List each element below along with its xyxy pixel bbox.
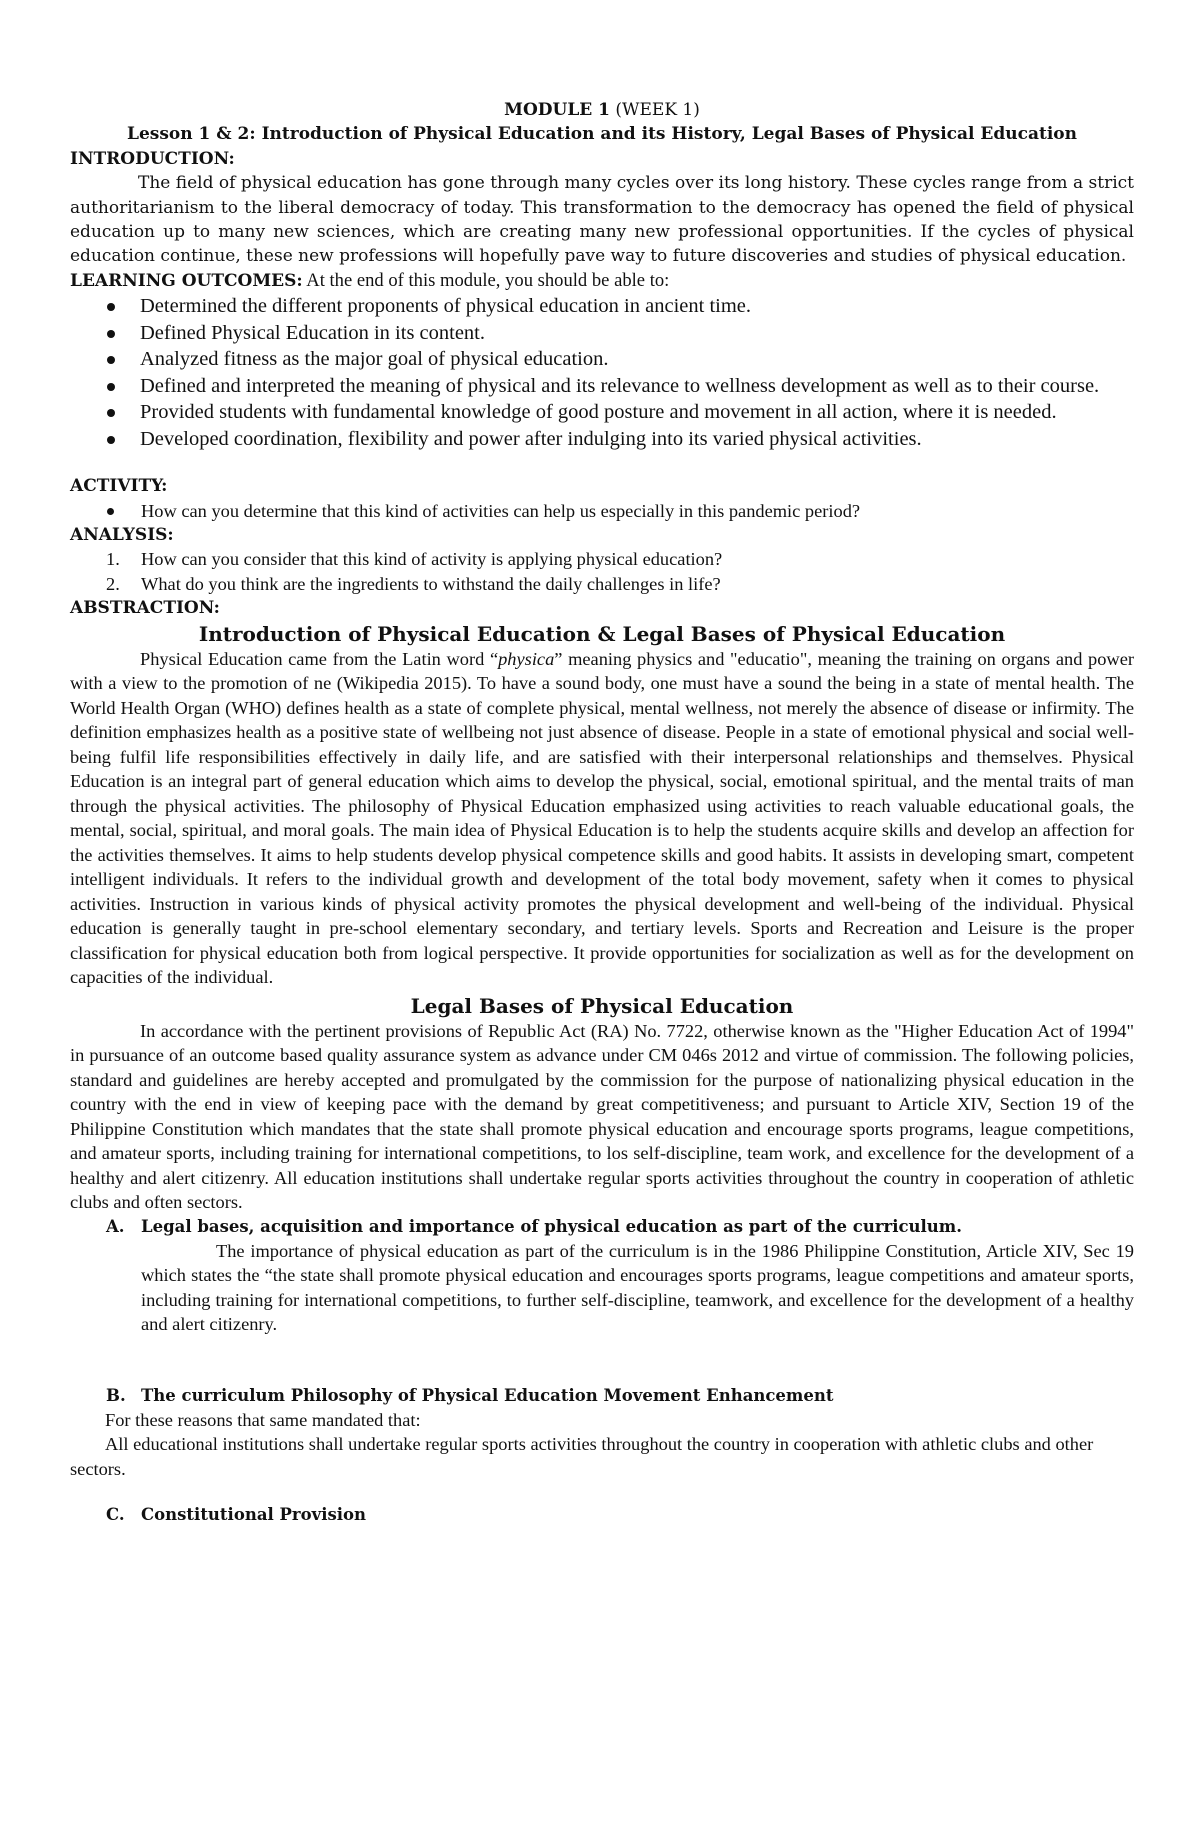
learning-outcomes-line [70, 269, 1134, 293]
list-item [70, 572, 1134, 596]
abstraction-title: Introduction of Physical Education & Legal Bases of Physical Education [198, 621, 1006, 646]
list-item: Defined Physical Education in its content. [70, 320, 1134, 347]
list-item: Analyzed fitness as the major goal of physical education. [70, 346, 1134, 373]
activity-list [70, 499, 1134, 523]
introduction-body: The field of physical education has gone through many cycles over its long history. These cycles range from a strict authoritarianism to the liberal democracy of today. This transformation to the democracy has opened the field of physical education up to many new sciences, which are creating many new professional opportunities. If the cycles of physical education continue, these new professions will hopefully pave way to future discoveries and studies of physical education. [70, 173, 1134, 267]
list-item: Developed coordination, flexibility and power after indulging into its varied physical activities. [70, 426, 1134, 453]
section-b-heading [70, 1384, 1134, 1408]
list-item: Determined the different proponents of physical education in ancient time. [70, 293, 1134, 320]
list-text: How can you consider that this kind of activity is applying physical education? [141, 549, 723, 570]
analysis-list [70, 547, 1134, 596]
activity-heading: ACTIVITY: [70, 476, 168, 497]
list-item: Defined and interpreted the meaning of physical and its relevance to wellness development as well as to their course. [70, 373, 1134, 400]
section-letter: A. [106, 1216, 125, 1236]
spacer [70, 1481, 1134, 1503]
section-a-heading [70, 1215, 1134, 1239]
section-title: Legal bases, acquisition and importance of physical education as part of the curriculum. [141, 1216, 963, 1236]
abstraction-body-rest: ” meaning physics and "educatio", meaning the training on organs and power with a view to the promotion of ne (Wikipedia 2015). To have a sound body, one must have a sound the being in a state of mental health. The World Health Organ (WHO) defines health as a state of complete physical, mental wellness, not merely the absence of disease or infirmity. The definition emphasizes health as a positive state of wellbeing not just absence of disease. People in a state of emotional physical and social well-being fulfil life responsibilities effectively in daily life, and are satisfied with their interpersonal relationships and themselves. Physical Education is an integral part of general education which aims to develop the physical, social, emotional spiritual, and the mental traits of man through the physical activities. The philosophy of Physical Education emphasized using activities to reach valuable educational goals, the mental, social, spiritual, and moral goals. The main idea of Physical Education is to help the students acquire skills and develop an affection for the activities themselves. It aims to help students develop physical competence skills and good habits. It assists in developing smart, competent intelligent individuals. It refers to the individual growth and development of the total body movement, safety when it comes to physical activities. Instruction in various kinds of physical activity promotes the physical development and well-being of the individual. Physical education is generally taught in pre-school elementary secondary, and tertiary levels. Sports and Recreation and Leisure is the proper classification for physical education both from logical perspective. It provide opportunities for socialization as well as for the development on capacities of the individual. [70, 648, 1134, 988]
section-title: Constitutional Provision [141, 1505, 367, 1525]
learning-outcomes-list [70, 293, 1134, 452]
abstraction-body [70, 647, 1134, 990]
lesson-title: Lesson 1 & 2: Introduction of Physical Education and its History, Legal Bases of Physical Education [127, 124, 1077, 145]
module-week: (WEEK 1) [609, 100, 700, 120]
section-a-body: The importance of physical education as part of the curriculum is in the 1986 Philippine Constitution, Article XIV, Sec 19 which states the “the state shall promote physical education and encourages sports programs, league competitions and amateur sports, including training for international competitions, to further self-discipline, teamwork, and excellence for the development of a healthy and alert citizenry. [141, 1240, 1134, 1335]
list-item: How can you determine that this kind of activities can help us especially in this pandemic period? [70, 499, 1134, 523]
list-item [70, 547, 1134, 571]
section-letter: B. [106, 1385, 126, 1405]
list-number: 1. [106, 549, 120, 570]
analysis-heading: ANALYSIS: [70, 525, 174, 546]
list-text: What do you think are the ingredients to withstand the daily challenges in life? [141, 573, 721, 594]
module-heading [70, 98, 1134, 122]
legal-bases-body: In accordance with the pertinent provisions of Republic Act (RA) No. 7722, otherwise known as the "Higher Education Act of 1994" in pursuance of an outcome based quality assurance system as advance under CM 046s 2012 and virtue of commission. The following policies, standard and guidelines are hereby accepted and promulgated by the commission for the purpose of nationalizing physical education in the country with the end in view of keeping pace with the demand by great competitiveness; and pursuant to Article XIV, Section 19 of the Philippine Constitution which mandates that the state shall promote physical education and encourage sports programs, league competitions, and amateur sports, including training for international competitions, to los self-discipline, team work, and excellence for the development of a healthy and alert citizenry. All education institutions shall undertake regular sports activities throughout the country in cooperation of athletic clubs and often sectors. [70, 1020, 1134, 1213]
abstraction-heading: ABSTRACTION: [70, 598, 220, 619]
section-letter: C. [106, 1505, 125, 1525]
latin-word: physica [498, 648, 555, 669]
spacer [70, 1337, 1134, 1384]
learning-outcomes-lead: At the end of this module, you should be able to: [302, 269, 670, 291]
learning-outcomes-heading: LEARNING OUTCOMES: [70, 270, 303, 291]
module-label: MODULE 1 [504, 100, 610, 120]
section-title: The curriculum Philosophy of Physical Education Movement Enhancement [141, 1385, 834, 1405]
abstraction-body-start: Physical Education came from the Latin word “ [140, 648, 499, 669]
introduction-heading: INTRODUCTION: [70, 148, 235, 169]
section-b-line-1: For these reasons that same mandated that: [105, 1409, 421, 1430]
legal-bases-title: Legal Bases of Physical Education [410, 993, 794, 1018]
spacer [70, 452, 1134, 474]
section-b-line-2: All educational institutions shall undertake regular sports activities throughout the country in cooperation with athletic clubs and other sectors. [70, 1434, 1094, 1479]
list-item: Provided students with fundamental knowledge of good posture and movement in all action, where it is needed. [70, 399, 1134, 426]
document-page [70, 98, 1134, 1527]
list-number: 2. [106, 573, 120, 594]
section-c-heading [70, 1503, 1134, 1527]
